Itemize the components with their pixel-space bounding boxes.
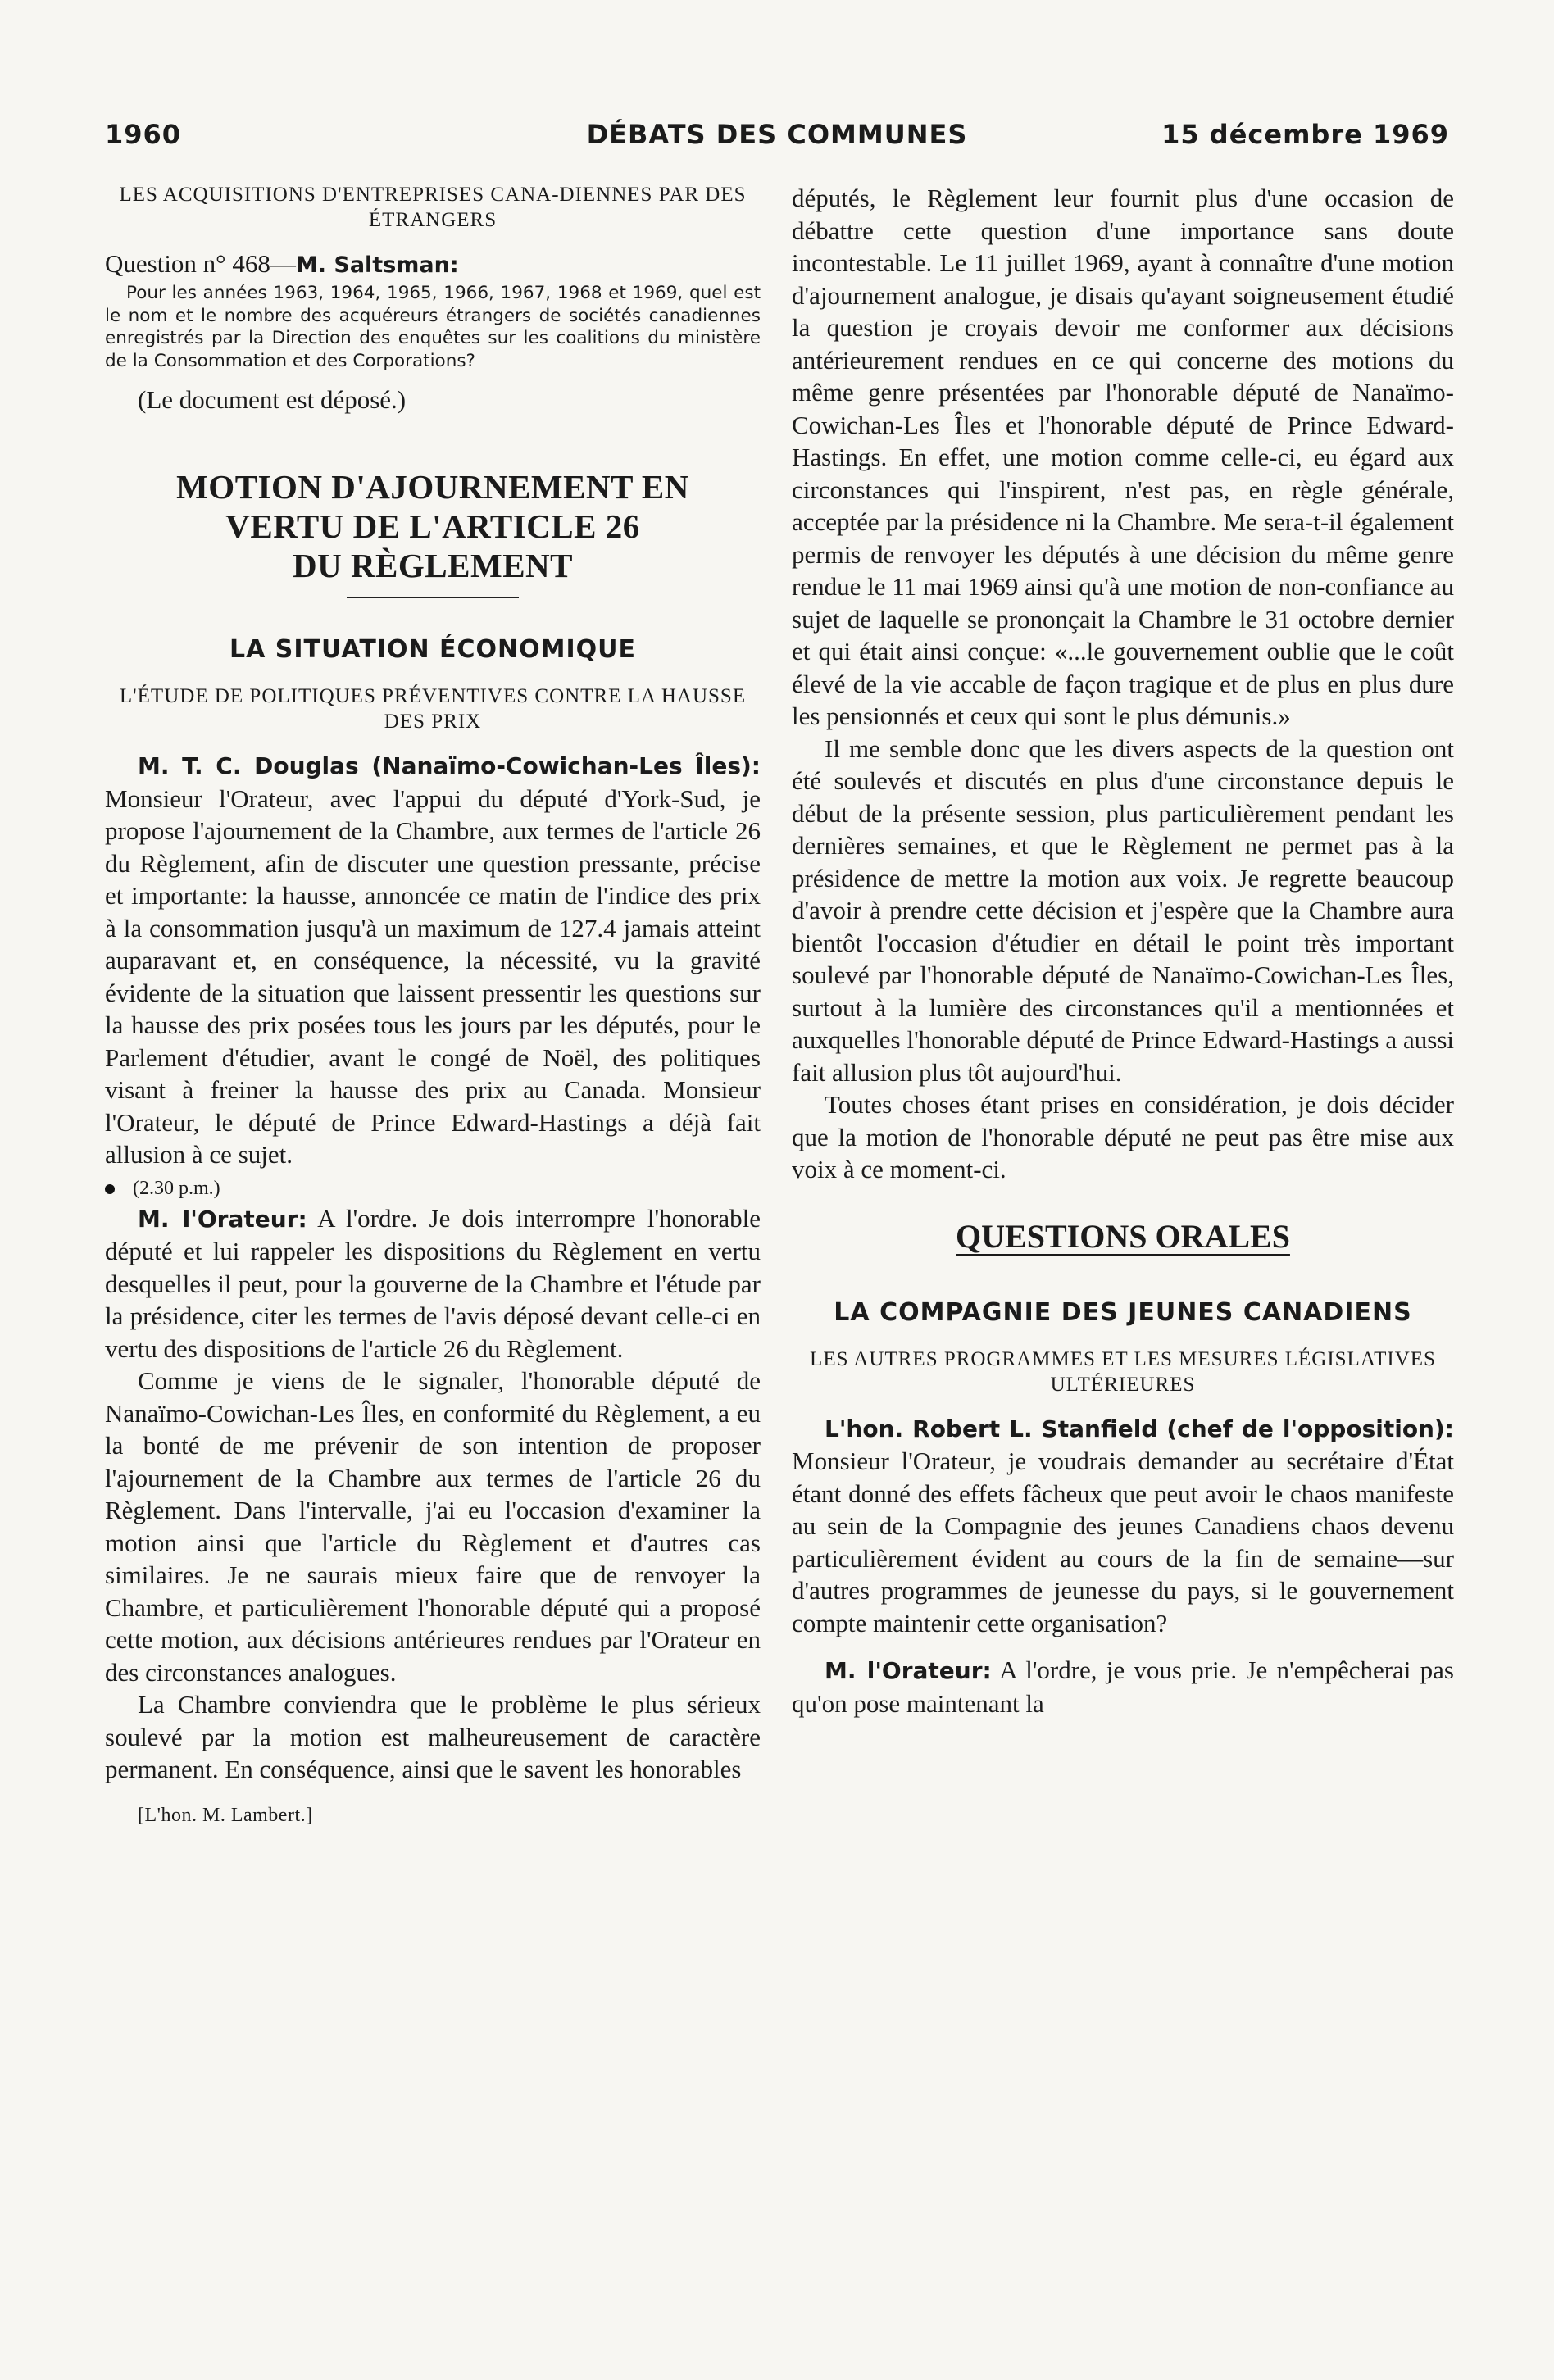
motion-heading xyxy=(105,467,761,585)
publication-title: DÉBATS DES COMMUNES xyxy=(586,119,968,150)
motion-heading-line-1: MOTION D'AJOURNEMENT EN xyxy=(176,468,689,506)
motion-heading-line-3: DU RÈGLEMENT xyxy=(292,547,573,584)
douglas-speaker: M. T. C. Douglas (Nanaïmo-Cowichan-Les Îles): xyxy=(138,752,761,779)
deposited-note: (Le document est déposé.) xyxy=(138,385,407,414)
left-column xyxy=(105,182,761,1828)
time-text: (2.30 p.m.) xyxy=(133,1177,220,1199)
orateur-speaker: M. l'Orateur: xyxy=(138,1205,307,1233)
page-date: 15 décembre 1969 xyxy=(1161,119,1449,150)
douglas-paragraph xyxy=(105,749,761,1171)
heading-rule xyxy=(347,597,519,598)
compagnie-heading: LA COMPAGNIE DES JEUNES CANADIENS xyxy=(834,1297,1412,1327)
page-number: 1960 xyxy=(105,119,182,150)
orateur2-paragraph xyxy=(792,1654,1454,1719)
question-text: Pour les années 1963, 1964, 1965, 1966, 1967, 1968 et 1969, quel est le nom et le nombre des acquéreurs étrangers de sociétés canadiennes enregistrés par la Direction des enquêtes sur les coalitions du ministère de la Consommation et des Corporations? xyxy=(105,283,761,371)
paragraph-3: La Chambre conviendra que le problème le plus sérieux soulevé par la motion est malheureusement de caractère permanent. En conséquence, ainsi que le savent les honorables xyxy=(105,1690,761,1783)
right-column xyxy=(792,182,1454,1719)
question-speaker: M. Saltsman: xyxy=(295,252,459,278)
stanfield-text: Monsieur l'Orateur, je voudrais demander au secrétaire d'État étant donné des effets fâcheux que peut avoir le chaos manifeste au sein de la Compagnie des jeunes Canadiens chaos devenu particulièrement évident au cours de la fin de semaine—sur d'autres programmes de jeunesse du pays, si le gouvernement compte maintenir cette organisation? xyxy=(792,1447,1454,1637)
time-marker xyxy=(105,1174,761,1202)
bullet-icon xyxy=(105,1184,115,1194)
right-paragraph-1: députés, le Règlement leur fournit plus d'une occasion de débattre cette question d'une importance sans doute incontestable. Le 11 juillet 1969, ayant à connaître d'une motion d'ajournement analogue, je disais qu'ayant soigneusement étudié la question je croyais devoir me conformer aux décisions antérieurement rendues en ce qui concerne des motions du même genre présentées par l'honorable député de Nanaïmo-Cowichan-Les Îles et l'honorable député de Prince Edward-Hastings. En effet, une motion comme celle-ci, eu égard aux circonstances qui l'inspirent, n'est pas, en règle générale, acceptée par la présidence ni la Chambre. Me sera-t-il également permis de renvoyer les députés à une décision du même genre rendue le 11 mai 1969 ainsi qu'à une motion de non-confiance au sujet de laquelle se prononçait la Chambre le 31 octobre dernier et qui était ainsi conçue: «...le gouvernement oublie que le coût élevé de la vie accable de façon tragique et de plus en plus dure les pensionnés et ceux qui sont le plus démunis.» xyxy=(792,184,1454,730)
douglas-text: Monsieur l'Orateur, avec l'appui du député d'York-Sud, je propose l'ajournement de la Chambre, aux termes de l'article 26 du Règlement, afin de discuter une question pressante, précise et importante: la hausse, annoncée ce matin de l'indice des prix à la consommation jusqu'à un maximum de 127.4 jamais atteint auparavant et, en conséquence, la nécessité, vu la gravité évidente de la situation que laissent pressentir les questions sur la hausse des prix posées tous les jours par les députés, pour le Parlement d'étudier, avant le congé de Noël, des politiques visant à freiner la hausse des prix au Canada. Monsieur l'Orateur, le député de Prince Edward-Hastings a déjà fait allusion à ce sujet. xyxy=(105,783,761,1169)
paragraph-2: Comme je viens de le signaler, l'honorable député de Nanaïmo-Cowichan-Les Îles, en conformité du Règlement, a eu la bonté de me prévenir de son intention de proposer l'ajournement de la Chambre aux termes de l'article 26 du Règlement. Dans l'intervalle, j'ai eu l'occasion d'examiner la motion ainsi que l'article du Règlement et d'autres cas similaires. Je ne saurais mieux faire que de renvoyer la Chambre, et particulièrement l'honorable député qui a proposé cette motion, aux décisions antérieures rendues par l'Orateur en des circonstances analogues. xyxy=(105,1366,761,1687)
right-paragraph-2: Il me semble donc que les divers aspects de la question ont été soulevés et discutés en plus d'une circonstance depuis le début de la présente session, plus particulièrement pendant les dernières semaines, et que le Règlement ne permet pas à la présidence de mettre la motion aux voix. Je regrette beaucoup d'avoir à prendre cette décision et j'espère que la Chambre aura bientôt l'occasion d'étudier en détail le point très important soulevé par l'honorable député de Nanaïmo-Cowichan-Les Îles, surtout à la lumière des circonstances qu'il a mentionnées et auxquelles l'honorable député de Prince Edward-Hastings a aussi fait allusion plus tôt aujourd'hui. xyxy=(792,734,1454,1087)
page-header xyxy=(105,119,1449,157)
footer-attribution: [L'hon. M. Lambert.] xyxy=(138,1804,313,1826)
section-heading: LA SITUATION ÉCONOMIQUE xyxy=(229,635,636,664)
sub-heading: L'ÉTUDE DE POLITIQUES PRÉVENTIVES CONTRE LA HAUSSE DES PRIX xyxy=(119,685,747,733)
orateur2-text: A l'ordre, je vous prie. Je n'empêcherai pas qu'on pose maintenant la xyxy=(792,1656,1454,1718)
question-number: Question n° 468— xyxy=(105,249,296,278)
orateur2-speaker: M. l'Orateur: xyxy=(825,1657,992,1684)
oral-questions-heading: QUESTIONS ORALES xyxy=(956,1217,1290,1255)
stanfield-paragraph xyxy=(792,1412,1454,1640)
orateur-paragraph xyxy=(105,1202,761,1365)
acquisitions-heading: LES ACQUISITIONS D'ENTREPRISES CANA-DIENNES PAR DES ÉTRANGERS xyxy=(119,184,747,231)
right-paragraph-3: Toutes choses étant prises en considération, je dois décider que la motion de l'honorable député ne peut pas être mise aux voix à ce moment-ci. xyxy=(792,1090,1454,1183)
compagnie-subheading: LES AUTRES PROGRAMMES ET LES MESURES LÉGISLATIVES ULTÉRIEURES xyxy=(810,1347,1436,1396)
question-label xyxy=(105,248,761,282)
orateur-text: A l'ordre. Je dois interrompre l'honorable député et lui rappeler les dispositions du Règlement en vertu desquelles il peut, pour la gouverne de la Chambre et l'étude par la présidence, citer les termes de l'avis déposé devant celle-ci en vertu des dispositions de l'article 26 du Règlement. xyxy=(105,1203,761,1363)
motion-heading-line-2: VERTU DE L'ARTICLE 26 xyxy=(225,507,640,545)
stanfield-speaker: L'hon. Robert L. Stanfield (chef de l'opposition): xyxy=(825,1415,1454,1442)
